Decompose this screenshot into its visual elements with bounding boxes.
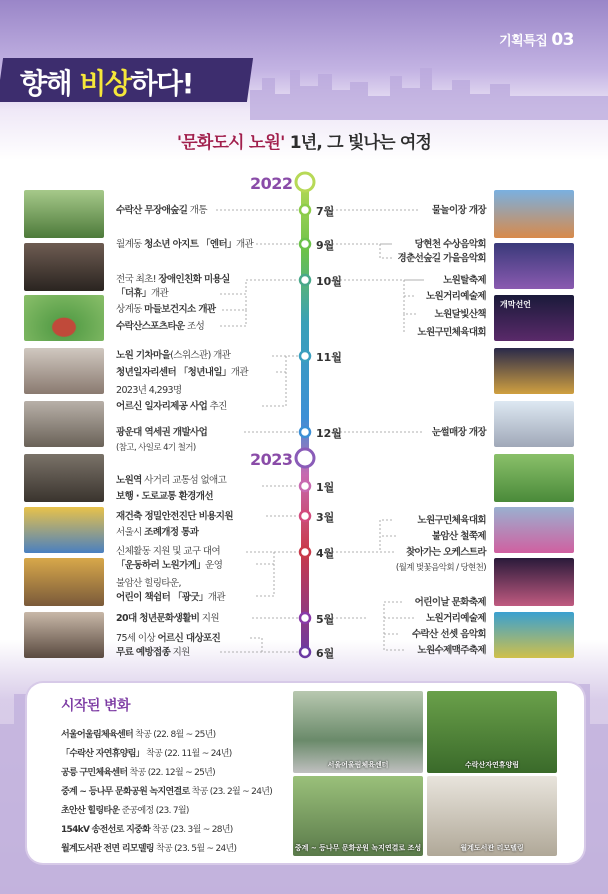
event-left: 재건축 정밀안전진단 비용지원	[116, 511, 233, 522]
subtitle	[0, 128, 608, 153]
subtitle-quoted: '문화도시 노원'	[176, 133, 285, 153]
year-2022: 2022	[250, 174, 293, 193]
event-left: 20대 청년문화생활비 지원	[116, 613, 219, 624]
photo-moonlight-walk	[494, 348, 574, 394]
event-left: 신체활동 지원 및 교구 대여	[116, 546, 221, 557]
change-item: 「수락산 자연휴양림」 착공 (22. 11월 ~ 24년)	[61, 749, 232, 759]
change-item: 월계도서관 전면 리모델링 착공 (23. 5월 ~ 24년)	[61, 844, 237, 854]
section-label: 기획특집	[499, 34, 548, 49]
event-left: 전국 최초! 장애인친화 미용실	[116, 274, 230, 285]
title-highlight: 비상	[79, 67, 131, 100]
event-right: 노원구민체육대회	[417, 515, 486, 526]
event-right: 경춘선숲길 가을음악회	[397, 253, 486, 264]
photo-library	[427, 776, 557, 856]
event-left: 노원 기차마을(스위스관) 개관	[116, 350, 231, 361]
photo-green-corridor	[293, 776, 423, 856]
event-left: 불암산 힐링타운,	[116, 578, 181, 589]
month-label: 7월	[316, 205, 335, 218]
photo-sports-town	[24, 295, 104, 341]
event-left: 노원역 사거리 교통섬 없애고	[116, 475, 227, 486]
change-item: 서울어울림체육센터 착공 (22. 8월 ~ 25년)	[61, 730, 216, 740]
event-left: 광운대 역세권 개발사업	[116, 427, 208, 438]
event-right: 노원탈축제	[443, 275, 486, 286]
month-label: 9월	[316, 239, 335, 252]
title-suffix: 하다!	[130, 67, 193, 100]
event-left: 청년일자리센터 「청년내일」개관	[116, 367, 249, 378]
page-number: 03	[551, 30, 574, 50]
photo-azalea-festival	[494, 507, 574, 553]
image-caption: 중계 ~ 등나무 문화공원 녹지연결로 조성	[294, 844, 422, 852]
image-caption: 서울어울림체육센터	[327, 761, 389, 769]
changes-title: 시작된 변화	[61, 698, 130, 714]
photo-reconstruction	[24, 507, 104, 553]
month-label: 11월	[316, 351, 342, 364]
event-right: 당현천 수상음악회	[414, 239, 486, 250]
photo-train-village	[24, 348, 104, 394]
event-right: 물놀이장 개장	[431, 205, 486, 216]
month-label: 12월	[316, 427, 342, 440]
event-right: 노원달빛산책	[434, 309, 486, 320]
event-right: 수락산 선셋 음악회	[411, 629, 486, 640]
event-left: 「운동하러 노원가게」운영	[116, 560, 223, 571]
photo-sled-field	[494, 401, 574, 447]
month-label: 1월	[316, 481, 335, 494]
photo-orchestra	[494, 558, 574, 606]
event-right: 불암산 철쭉제	[431, 531, 486, 542]
photo-sports-center	[293, 691, 423, 773]
event-left: 무료 예방접종 지원	[116, 647, 190, 658]
event-left: 수락산 무장애숲길 개통	[116, 205, 207, 216]
event-left: 어린이 책쉼터 「광굿」개관	[116, 592, 225, 603]
photo-water-park	[494, 190, 574, 238]
change-item: 154kV 송전선로 지중화 착공 (23. 3월 ~ 28년)	[61, 825, 233, 835]
photo-caption: 개막선언	[500, 300, 531, 309]
section-tag	[499, 30, 574, 50]
event-right: 눈썰매장 개장	[431, 427, 486, 438]
photo-childrens-day	[494, 612, 574, 658]
event-left: 2023년 4,293명	[116, 385, 182, 396]
photo-music-concert	[494, 243, 574, 289]
event-right: 찾아가는 오케스트라	[406, 547, 486, 558]
photo-youth-center	[24, 243, 104, 291]
event-right: 노원거리예술제	[425, 613, 486, 624]
image-caption: 월계도서관 리모델링	[460, 844, 524, 852]
event-left: 수락산스포츠타운 조성	[116, 321, 205, 332]
change-item: 공릉 구민체육센터 착공 (22. 12월 ~ 25년)	[61, 768, 215, 778]
title-prefix: 향해	[20, 67, 80, 100]
photo-children-library	[24, 558, 104, 606]
change-item: 중계 ~ 등나무 문화공원 녹지연결로 착공 (23. 2월 ~ 24년)	[61, 787, 273, 797]
photo-forest-trail	[24, 190, 104, 238]
event-left: 월계동 청소년 아지트 「엔터」개관	[116, 239, 254, 250]
year-2023: 2023	[250, 450, 293, 469]
photo-mask-festival	[494, 295, 574, 341]
event-right: 어린이날 문화축제	[414, 597, 486, 608]
event-left-note: (참고, 사일로 4기 철거)	[116, 443, 196, 453]
event-right: 노원수제맥주축제	[417, 645, 486, 656]
event-left: 75세 이상 어르신 대상포진	[116, 633, 221, 644]
month-label: 10월	[316, 275, 342, 288]
month-label: 6월	[316, 647, 335, 660]
subtitle-rest: 1년, 그 빛나는 여정	[284, 133, 432, 153]
event-right: 노원거리예술제	[425, 291, 486, 302]
photo-forest-resort	[427, 691, 557, 773]
changes-panel	[27, 683, 584, 863]
image-caption: 수락산자연휴양림	[464, 761, 520, 769]
event-left: 「더휴」개관	[116, 288, 169, 299]
event-right-note: (월계 벚꽃음악회 / 당현천)	[395, 563, 486, 573]
change-item: 초안산 힐링타운 준공예정 (23. 7월)	[61, 806, 189, 816]
event-left: 어르신 일자리제공 사업 추진	[116, 401, 227, 412]
photo-sports-festival	[494, 454, 574, 502]
event-left: 상계동 마들보건지소 개관	[116, 304, 216, 315]
event-left: 보행 · 도로교통 환경개선	[116, 491, 213, 502]
photo-nowon-station	[24, 454, 104, 502]
photo-gwangun-station	[24, 401, 104, 447]
month-label: 4월	[316, 547, 335, 560]
event-left: 서울시 조례개정 통과	[116, 527, 199, 538]
event-right: 노원구민체육대회	[417, 327, 486, 338]
photo-vaccination	[24, 612, 104, 658]
month-label: 3월	[316, 511, 335, 524]
month-label: 5월	[316, 613, 335, 626]
page-title	[20, 62, 193, 102]
